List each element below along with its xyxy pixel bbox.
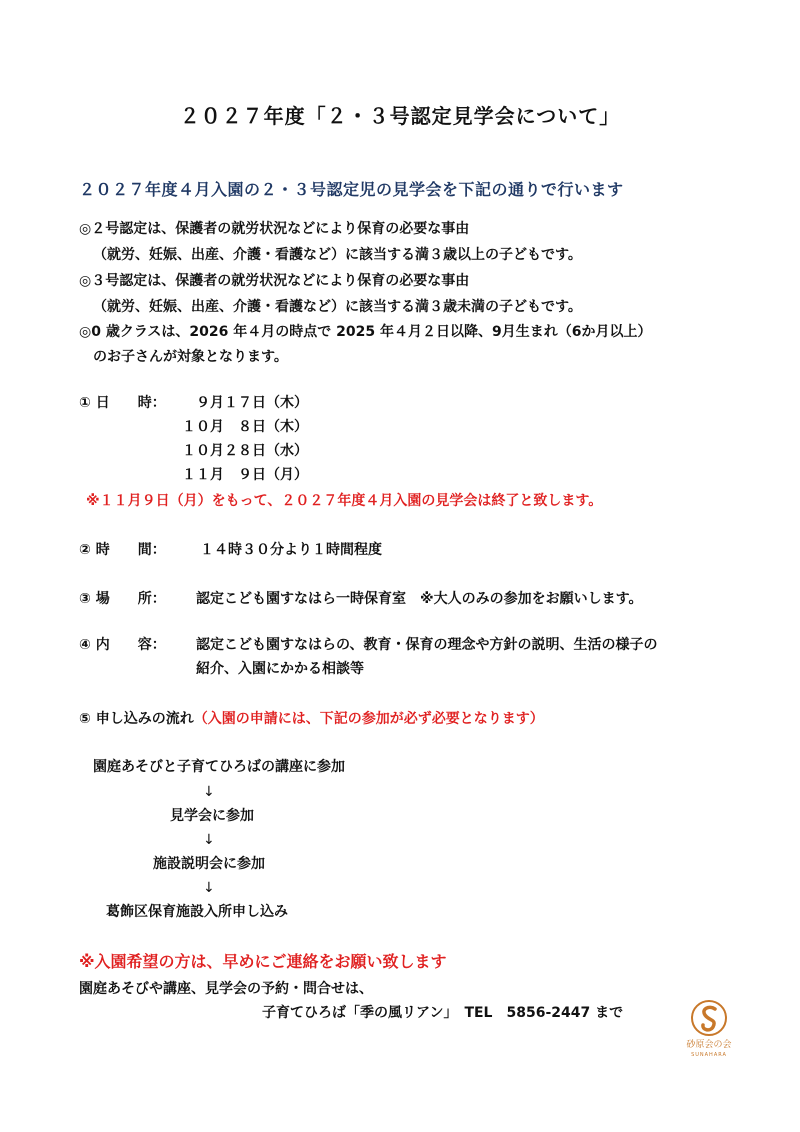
note-0sai-line2: のお子さんが対象となります。 — [93, 349, 288, 365]
date-item: １０月２８日（水） — [182, 443, 308, 459]
flow-step-2: 見学会に参加 — [170, 808, 254, 824]
flow-step-4: 葛飾区保育施設入所申し込み — [106, 904, 288, 920]
flow-step-1: 園庭あそびと子育てひろばの講座に参加 — [93, 759, 345, 775]
logo-text: 砂原会の会 — [686, 1040, 732, 1050]
date-item: １１月 ９日（月） — [182, 467, 308, 483]
note-2go-line1: ◎２号認定は、保護者の就労状況などにより保育の必要な事由 — [79, 221, 470, 237]
time-label: ② 時 間： — [79, 542, 166, 558]
flow-label — [79, 710, 544, 728]
contact-line2: 子育てひろば「季の風リアン」 TEL 5856-2447 まで — [262, 1005, 624, 1021]
flow-step-3: 施設説明会に参加 — [153, 856, 265, 872]
note-3go-line1: ◎３号認定は、保護者の就労状況などにより保育の必要な事由 — [79, 273, 470, 289]
page-title: ２０２７年度「２・３号認定見学会について」 — [179, 104, 621, 128]
flow-arrow-icon: ↓ — [203, 880, 215, 896]
flow-arrow-icon: ↓ — [203, 832, 215, 848]
date-item: １０月 ８日（木） — [182, 419, 308, 435]
note-3go-line2: （就労、妊娠、出産、介護・看護など）に該当する満３歳未満の子どもです。 — [93, 299, 582, 315]
content-value-line1: 認定こども園すなはらの、教育・保育の理念や方針の説明、生活の様子の — [196, 637, 658, 653]
content-label: ④ 内 容： — [79, 637, 166, 653]
place-value: 認定こども園すなはら一時保育室 ※大人のみの参加をお願いします。 — [196, 591, 643, 607]
place-label: ③ 場 所： — [79, 591, 166, 607]
sunahara-logo — [676, 998, 742, 1060]
content-value-line2: 紹介、入園にかかる相談等 — [196, 661, 364, 677]
flow-note: （入園の申請には、下記の参加が必ず必要となります） — [193, 711, 544, 727]
note-0sai-line1: ◎0 歳クラスは、2026 年４月の時点で 2025 年４月２日以降、9月生まれ（6か月以上） — [79, 324, 652, 340]
note-2go-line2: （就労、妊娠、出産、介護・看護など）に該当する満３歳以上の子どもです。 — [93, 247, 582, 263]
logo-subtext: SUNAHARA — [691, 1052, 727, 1058]
flow-arrow-icon: ↓ — [203, 784, 215, 800]
time-value: １４時３０分より１時間程度 — [200, 542, 382, 558]
date-end-note: ※１１月９日（月）をもって、２０２７年度４月入園の見学会は終了と致します。 — [86, 493, 603, 509]
flow-label-text: ⑤ 申し込みの流れ — [79, 711, 194, 727]
logo-emblem-icon — [676, 998, 742, 1040]
contact-line1: 園庭あそびや講座、見学会の予約・問合せは、 — [79, 981, 373, 997]
subtitle: ２０２７年度４月入園の２・３号認定児の見学会を下記の通りで行います — [79, 180, 624, 199]
entry-notice: ※入園希望の方は、早めにご連絡をお願い致します — [79, 952, 447, 971]
date-item: ９月１７日（木） — [196, 395, 308, 411]
date-label: ① 日 時： — [79, 395, 166, 411]
